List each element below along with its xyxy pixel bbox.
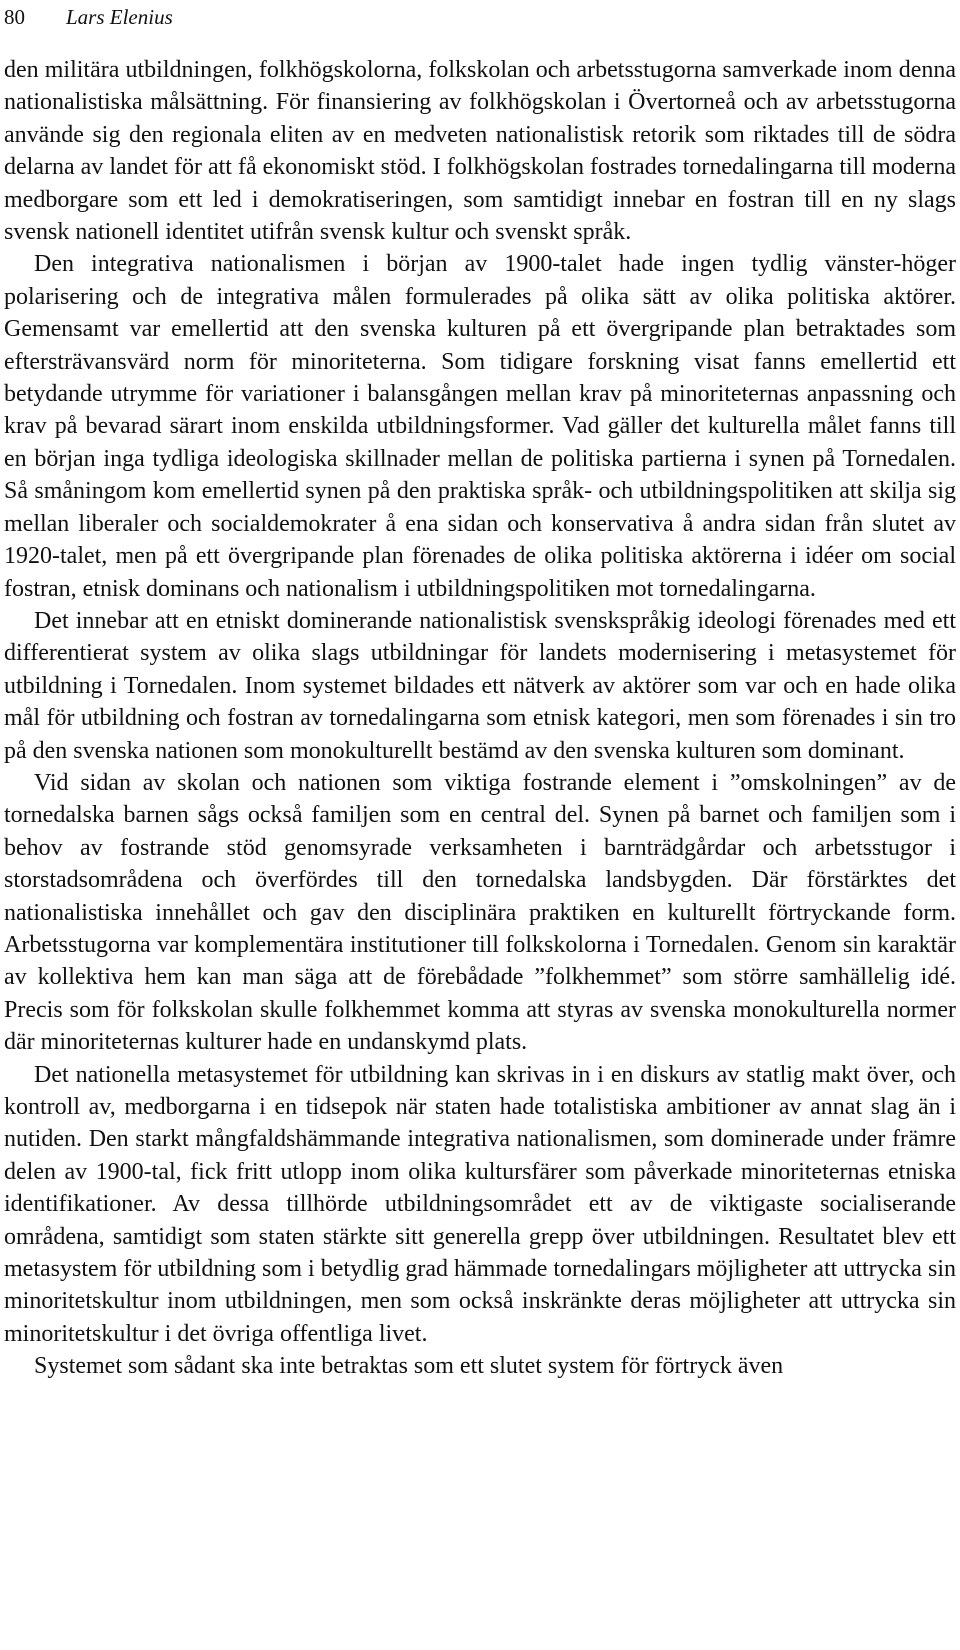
body-text [4,54,956,1383]
paragraph-5: Det nationella metasystemet för utbildning kan skrivas in i en diskurs av statlig makt över, och kontroll av, medborgarna i en tidsepok när staten hade totalistiska ambitioner av annat slag än i nutiden. Den starkt mångfaldshämmande integrativa nationalismen, som dominerade under främre delen av 1900-tal, fick fritt utlopp inom olika kultursfärer som påverkade minoriteternas etniska identifikationer. Av dessa tillhörde utbildningsområdet ett av de viktigaste socialiserande områdena, samtidigt som staten stärkte sitt generella grepp över utbildningen. Resultatet blev ett metasystem för utbildning som i betydlig grad hämmade tornedalingars möjligheter att uttrycka sin minoritetskultur inom utbildningen, men som också inskränkte deras möjligheter att uttrycka sin minoritetskultur i det övriga offentliga livet. [4,1061,956,1347]
paragraph-6: Systemet som sådant ska inte betraktas som ett slutet system för förtryck även [34,1353,784,1380]
running-author: Lars Elenius [66,5,173,29]
running-header [4,2,940,32]
page-number: 80 [4,5,25,29]
paragraph-2: Den integrativa nationalismen i början av 1900-talet hade ingen tydlig vänster-höger polarisering och de integrativa målen formulerades på olika sätt av olika politiska aktörer. Gemensamt var emellertid att den svenska kulturen på ett övergripande plan betraktades som eftersträvansvärd norm för minoriteterna. Som tidigare forskning visat fanns emellertid ett betydande utrymme för variationer i balansgången mellan krav på minoriteternas anpassning och krav på bevarad särart inom enskilda utbildningsformer. Vad gäller det kulturella målet fanns till en början inga tydliga ideologiska skillnader mellan de politiska partierna i synen på Tornedalen. Så småningom kom emellertid synen på den praktiska språk- och utbildningspolitiken att skilja sig mellan liberaler och socialdemokrater å ena sidan och konservativa å andra sidan från slutet av 1920-talet, men på ett övergripande plan förenades de olika politiska aktörerna i idéer om social fostran, etnisk dominans och nationalism i utbildningspolitiken mot tornedalingarna. [4,251,956,602]
paragraph-3: Det innebar att en etniskt dominerande nationalistisk svenskspråkig ideologi förenades med ett differentierat system av olika slags utbildningar för landets modernisering i metasystemet för utbildning i Tornedalen. Inom systemet bildades ett nätverk av aktörer som var och en hade olika mål för utbildning och fostran av tornedalingarna som etnisk kategori, men som förenades i sin tro på den svenska nationen som monokulturellt bestämd av den svenska kulturen som dominant. [4,607,956,764]
paragraph-4: Vid sidan av skolan och nationen som viktiga fostrande element i ”omskolningen” av de tornedalska barnen sågs också familjen som en central del. Synen på barnet och familjen som i behov av fostrande stöd genomsyrade verksamheten i barnträdgårdar och arbetsstugor i storstadsområdena och överfördes till den tornedalska landsbygden. Där förstärktes det nationalistiska innehållet och gav den disciplinära praktiken en kulturellt förtryckande form. Arbetsstugorna var komplementära institutioner till folkskolorna i Tornedalen. Genom sin karaktär av kollektiva hem kan man säga att de förebådade ”folkhemmet” som större samhällelig idé. Precis som för folkskolan skulle folkhemmet komma att styras av svenska monokulturella normer där minoriteternas kulturer hade en undanskymd plats. [4,769,956,1056]
paragraph-1: den militära utbildningen, folkhögskolorna, folkskolan och arbetsstugorna samverkade inom denna nationalistiska målsättning. För finansiering av folkhögskolan i Övertorneå och av arbetsstugorna använde sig den regionala eliten av en medveten nationalistisk retorik som riktades till de södra delarna av landet för att få ekonomiskt stöd. I folkhögskolan fostrades tornedalingarna till moderna medborgare som ett led i demokratiseringen, som samtidigt innebar en fostran till en ny slags svensk nationell identitet utifrån svensk kultur och svenskt språk. [4,57,956,246]
